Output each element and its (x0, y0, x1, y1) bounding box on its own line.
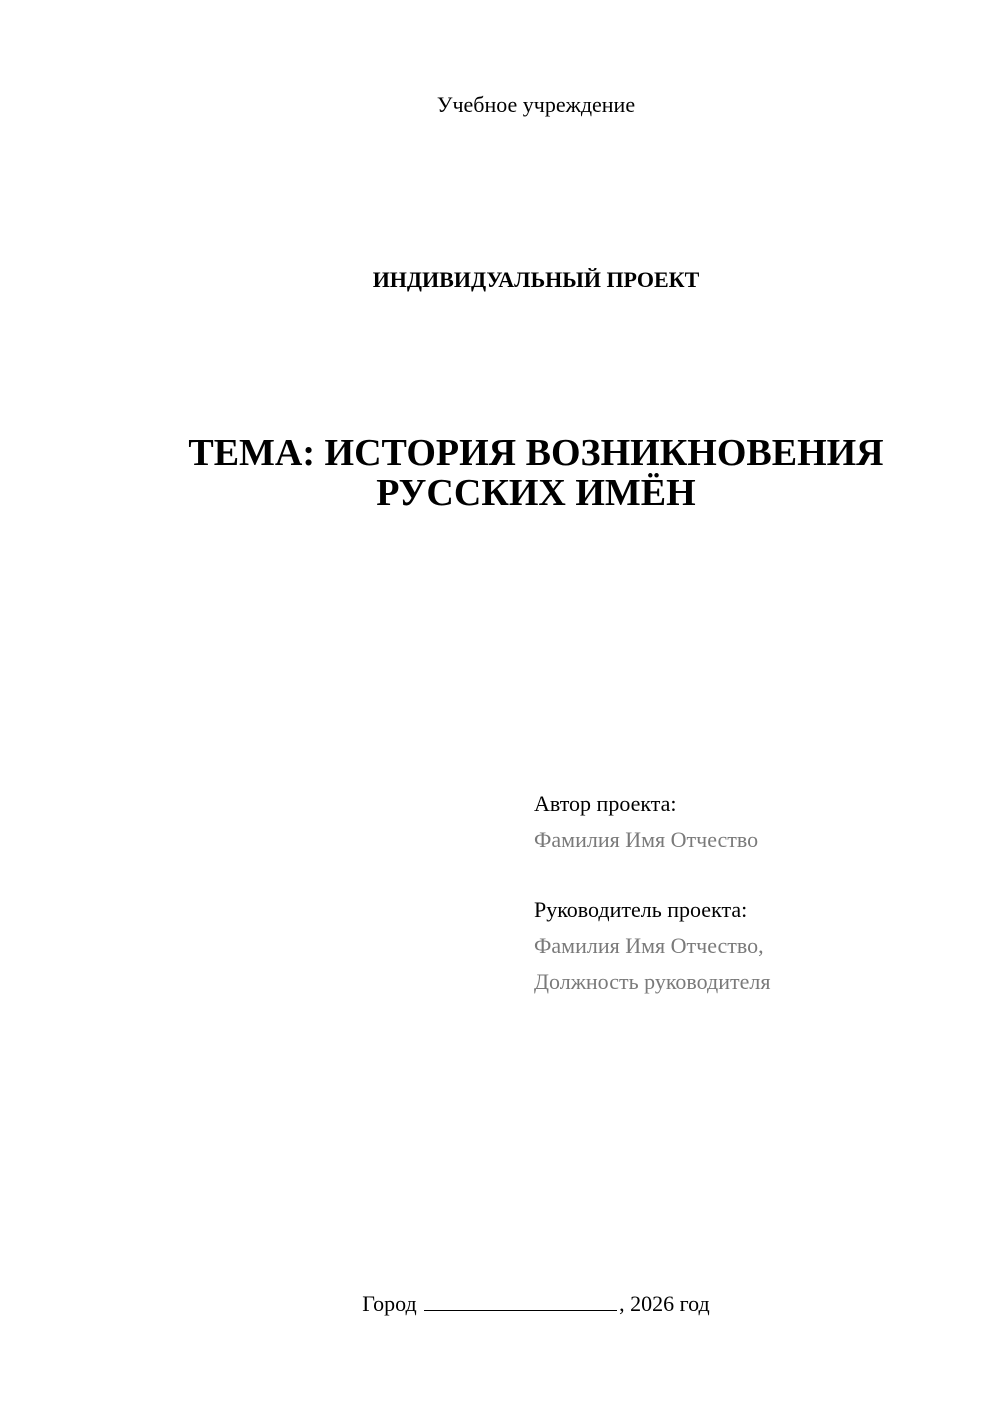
topic-line-1: ТЕМА: ИСТОРИЯ ВОЗНИКНОВЕНИЯ (188, 432, 884, 474)
supervisor-position: Должность руководителя (534, 969, 771, 994)
credits-block (534, 786, 770, 1000)
document-type: ИНДИВИДУАЛЬНЫЙ ПРОЕКТ (372, 267, 700, 292)
topic-line-2: РУССКИХ ИМЁН (376, 472, 696, 514)
city-year-line (0, 1289, 1000, 1319)
supervisor-label: Руководитель проекта: (534, 897, 748, 922)
city-label: Город (362, 1291, 417, 1316)
year-text: , 2026 год (619, 1291, 710, 1316)
city-blank-line (424, 1290, 617, 1311)
project-topic (0, 433, 1000, 513)
author-name: Фамилия Имя Отчество (534, 827, 759, 852)
institution-name: Учебное учреждение (436, 92, 636, 117)
supervisor-name: Фамилия Имя Отчество, (534, 933, 764, 958)
author-label: Автор проекта: (534, 791, 677, 816)
